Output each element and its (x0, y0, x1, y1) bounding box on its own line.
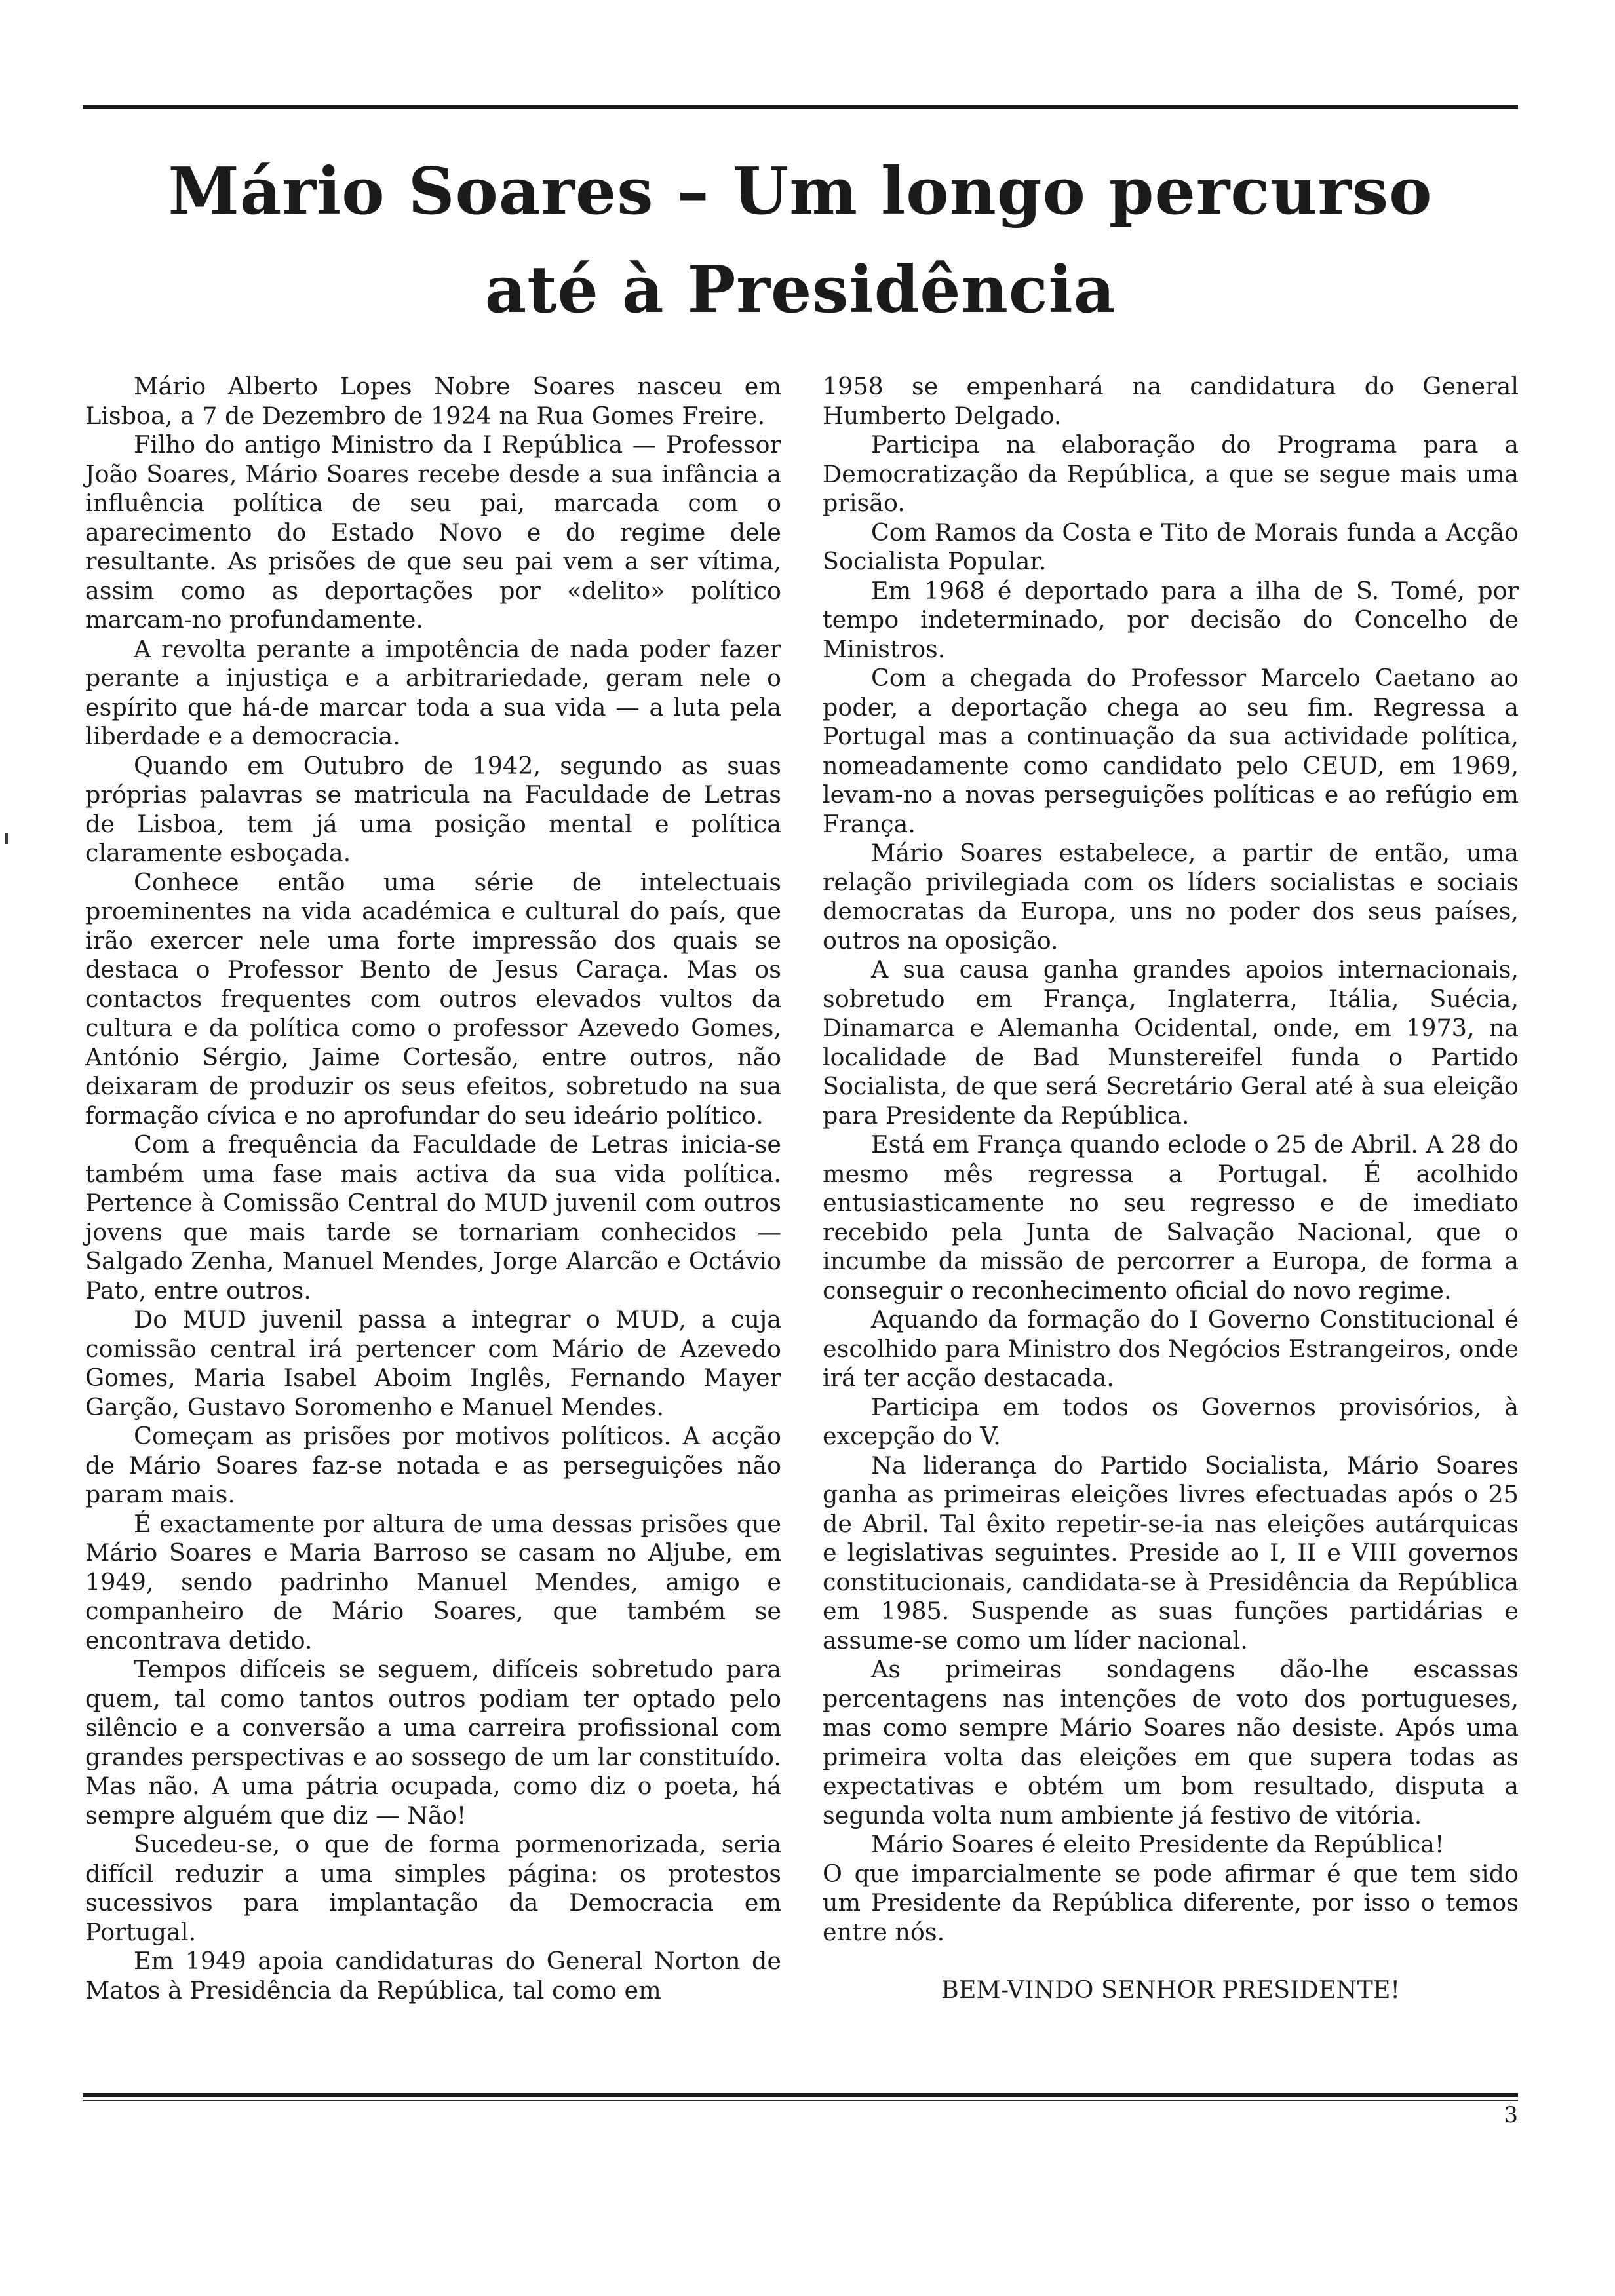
closing-paragraph: O que imparcialmente se pode afirmar é que tem sido um Presidente da República diferente, por isso o temos entre nós. (823, 1859, 1519, 1946)
paragraph-continuation: 1958 se empenhará na candidatura do General Humberto Delgado. (823, 372, 1519, 430)
paragraph: Mário Soares estabelece, a partir de então, uma relação privilegiada com os líders socialistas e sociais democratas da Europa, uns no poder dos seus países, outros na oposição. (823, 839, 1519, 955)
paragraph: Está em França quando eclode o 25 de Abril. A 28 do mesmo mês regressa a Portugal. É acolhido entusiasticamente no seu regresso e de imediato recebido pela Junta de Salvação Nacional, que o incumbe da missão de percorrer a Europa, de forma a conseguir o reconhecimento oficial do novo regime. (823, 1130, 1519, 1305)
paragraph: As primeiras sondagens dão-lhe escassas percentagens nas intenções de voto dos portugueses, mas como sempre Mário Soares não desiste. Após uma primeira volta das eleições em que supera todas as expectativas e obtém um bom resultado, disputa a segunda volta num ambiente já festivo de vitória. (823, 1655, 1519, 1829)
paragraph: Aquando da formação do I Governo Constitucional é escolhido para Ministro dos Negócios Estrangeiros, onde irá ter acção destacada. (823, 1305, 1519, 1392)
signoff: BEM-VINDO SENHOR PRESIDENTE! (941, 1976, 1401, 2004)
paragraph: Começam as prisões por motivos políticos. A acção de Mário Soares faz-se notada e as perseguições não param mais. (85, 1422, 781, 1508)
paragraph: Em 1968 é deportado para a ilha de S. Tomé, por tempo indeterminado, por decisão do Concelho de Ministros. (823, 576, 1519, 663)
bottom-rule (83, 2093, 1518, 2097)
paragraph: Filho do antigo Ministro da I República — Professor João Soares, Mário Soares recebe desde a sua infância a influência política de seu pai, marcada com o aparecimento do Estado Novo e do regime dele resultante. As prisões de que seu pai vem a ser vítima, assim como as deportações por «delito» político marcam-no profundamente. (85, 430, 781, 634)
paragraph: Participa em todos os Governos provisórios, à excepção do V. (823, 1392, 1519, 1450)
left-column (85, 372, 781, 2005)
paragraph: Mário Alberto Lopes Nobre Soares nasceu em Lisboa, a 7 de Dezembro de 1924 na Rua Gomes Freire. (85, 372, 781, 430)
bottom-rule-thin (83, 2100, 1518, 2101)
paragraph: Tempos difíceis se seguem, difíceis sobretudo para quem, tal como tantos outros podiam ter optado pelo silêncio e a conversão a uma carreira profissional com grandes perspectivas e ao sossego de um lar constituído. Mas não. A uma pátria ocupada, como diz o poeta, há sempre alguém que diz — Não! (85, 1655, 781, 1829)
paragraph: A revolta perante a impotência de nada poder fazer perante a injustiça e a arbitrariedade, geram nele o espírito que há-de marcar toda a sua vida — a luta pela liberdade e a democracia. (85, 634, 781, 750)
paragraph: Com Ramos da Costa e Tito de Morais funda a Acção Socialista Popular. (823, 518, 1519, 575)
paragraph: Conhece então uma série de intelectuais proeminentes na vida académica e cultural do país, que irão exercer nele uma forte impressão dos quais se destaca o Professor Bento de Jesus Caraça. Mas os contactos frequentes com outros elevados vultos da cultura e da política como o professor Azevedo Gomes, António Sérgio, Jaime Cortesão, entre outros, não deixaram de produzir os seus efeitos, sobretudo na sua formação cívica e no aprofundar do seu ideário político. (85, 868, 781, 1130)
margin-mark (5, 833, 8, 844)
paragraph: Quando em Outubro de 1942, segundo as suas próprias palavras se matricula na Faculdade de Letras de Lisboa, tem já uma posição mental e política claramente esboçada. (85, 751, 781, 867)
paragraph: Do MUD juvenil passa a integrar o MUD, a cuja comissão central irá pertencer com Mário de Azevedo Gomes, Maria Isabel Aboim Inglês, Fernando Mayer Garção, Gustavo Soromenho e Manuel Mendes. (85, 1305, 781, 1421)
paragraph: É exactamente por altura de uma dessas prisões que Mário Soares e Maria Barroso se casam no Aljube, em 1949, sendo padrinho Manuel Mendes, amigo e companheiro de Mário Soares, que também se encontrava detido. (85, 1509, 781, 1655)
title-line-1: Mário Soares – Um longo percurso (168, 154, 1433, 229)
article-title (83, 143, 1518, 339)
page-number: 3 (1504, 2102, 1518, 2128)
paragraph: Com a chegada do Professor Marcelo Caetano ao poder, a deportação chega ao seu fim. Regressa a Portugal mas a continuação da sua actividade política, nomeadamente como candidato pelo CEUD, em 1969, levam-no a novas perseguições políticas e ao refúgio em França. (823, 664, 1519, 838)
paragraph: A sua causa ganha grandes apoios internacionais, sobretudo em França, Inglaterra, Itália, Suécia, Dinamarca e Alemanha Ocidental, onde, em 1973, na localidade de Bad Munstereifel funda o Partido Socialista, de que será Secretário Geral até à sua eleição para Presidente da República. (823, 955, 1519, 1130)
paragraph: Na liderança do Partido Socialista, Mário Soares ganha as primeiras eleições livres efectuadas após o 25 de Abril. Tal êxito repetir-se-ia nas eleições autárquicas e legislativas seguintes. Preside ao I, II e VIII governos constitucionais, candidata-se à Presidência da República em 1985. Suspende as suas funções partidárias e assume-se como um líder nacional. (823, 1451, 1519, 1655)
top-rule (83, 105, 1518, 109)
paragraph: Com a frequência da Faculdade de Letras inicia-se também uma fase mais activa da sua vida política. Pertence à Comissão Central do MUD juvenil com outros jovens que mais tarde se tornariam conhecidos — Salgado Zenha, Manuel Mendes, Jorge Alarcão e Octávio Pato, entre outros. (85, 1130, 781, 1305)
paragraph: Sucedeu-se, o que de forma pormenorizada, seria difícil reduzir a uma simples página: os protestos sucessivos para implantação da Democracia em Portugal. (85, 1830, 781, 1946)
paragraph: Mário Soares é eleito Presidente da República! (871, 1830, 1445, 1858)
title-line-2: até à Presidência (484, 252, 1116, 328)
right-column (823, 372, 1519, 2005)
paragraph: Em 1949 apoia candidaturas do General Norton de Matos à Presidência da República, tal como em (85, 1947, 781, 2004)
paragraph: Participa na elaboração do Programa para a Democratização da República, a que se segue mais uma prisão. (823, 430, 1519, 517)
